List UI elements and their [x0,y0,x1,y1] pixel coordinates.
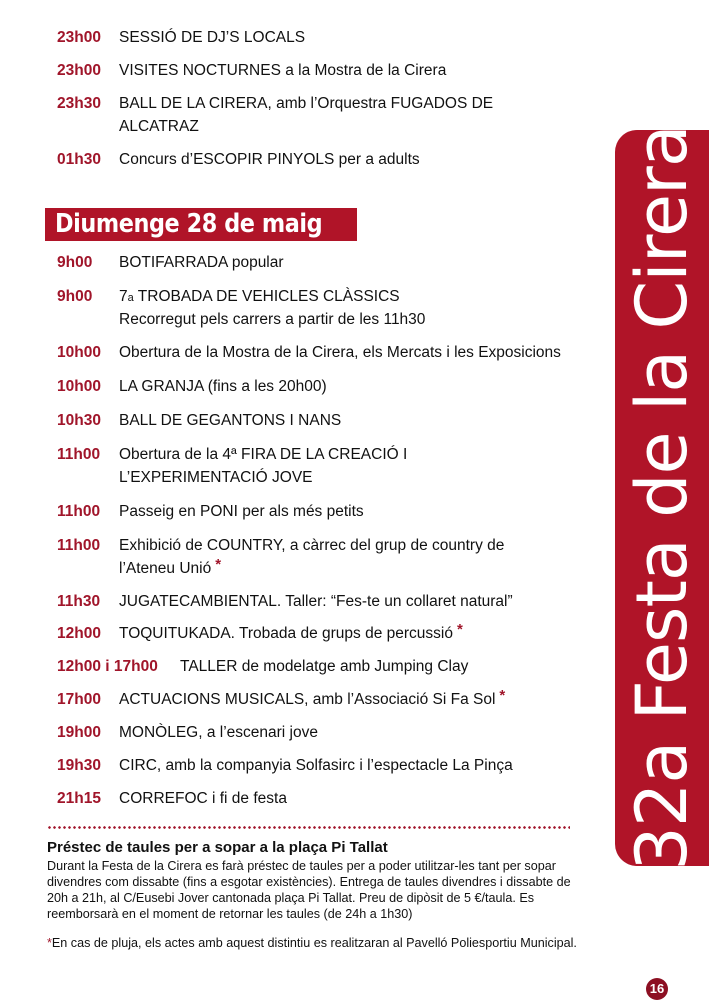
dotted-divider [47,826,570,829]
event-desc: CIRC, amb la companyia Solfasirc i l’espectacle La Pinça [119,757,513,774]
event-time: 01h30 [57,151,101,168]
event-desc: Exhibició de COUNTRY, a càrrec del grup de country de [119,537,505,554]
event-desc: BALL DE GEGANTONS I NANS [119,412,342,429]
event-desc: SESSIÓ DE DJ’S LOCALS [119,29,306,46]
rain-asterisk: * [215,556,222,573]
event-desc-line2 [119,557,221,580]
event-desc: JUGATECAMBIENTAL. Taller: “Fes-te un collaret natural” [119,593,513,610]
event-time: 12h00 [57,625,101,642]
event-desc: CORREFOC i fi de festa [119,790,287,807]
rain-asterisk: * [456,621,463,638]
event-time: 9h00 [57,254,93,271]
event-desc: Passeig en PONI per als més petits [119,503,364,520]
event-time: 23h00 [57,29,101,46]
event-time: 9h00 [57,288,93,305]
event-time: 11h00 [57,446,101,463]
event-desc: Concurs d’ESCOPIR PINYOLS per a adults [119,151,420,168]
event-time: 23h30 [57,95,101,112]
tables-box-title: Préstec de taules per a sopar a la plaça Pi Tallat [47,839,388,856]
event-desc: BOTIFARRADA popular [119,254,284,271]
event-time: 19h30 [57,757,101,774]
page-number: 16 [646,978,668,1000]
event-time: 19h00 [57,724,101,741]
event-desc-line2-text: l’Ateneu Unió [119,560,212,577]
event-desc: VISITES NOCTURNES a la Mostra de la Cirera [119,62,447,79]
event-time: 21h15 [57,790,101,807]
event-desc [119,688,505,711]
edition-suffix: a [127,292,134,304]
event-time: 10h00 [57,378,101,395]
event-desc [119,622,463,645]
event-desc-text: TOQUITUKADA. Trobada de grups de percussió [119,625,453,642]
event-time: 12h00 i 17h00 [57,658,158,675]
event-time: 11h00 [57,537,101,554]
rain-note-asterisk: * [47,936,52,950]
event-desc: Obertura de la 4ª FIRA DE LA CREACIÓ I [119,446,408,463]
event-time: 10h30 [57,412,101,429]
event-desc-text: ACTUACIONS MUSICALS, amb l’Associació Si Fa Sol [119,691,496,708]
event-time: 11h30 [57,593,101,610]
event-time: 17h00 [57,691,101,708]
event-desc [119,285,400,310]
event-desc-line2: L’EXPERIMENTACIÓ JOVE [119,469,313,486]
rain-note-text: En cas de pluja, els actes amb aquest distintiu es realitzaran al Pavelló Poliesportiu Municipal. [51,936,577,950]
side-title: 32a Festa de la Cirera [621,125,703,871]
day-header-text: Diumenge 28 de maig [55,209,323,239]
event-desc: BALL DE LA CIRERA, amb l’Orquestra FUGADOS DE [119,95,494,112]
event-time: 11h00 [57,503,101,520]
event-desc: MONÒLEG, a l’escenari jove [119,724,318,741]
day-header [45,208,357,241]
event-time: 23h00 [57,62,101,79]
event-desc: LA GRANJA (fins a les 20h00) [119,378,327,395]
side-title-panel [615,125,709,871]
rain-asterisk: * [499,687,506,704]
event-desc: Obertura de la Mostra de la Cirera, els Mercats i les Exposicions [119,344,561,361]
event-time: 10h00 [57,344,101,361]
rain-note [47,935,577,951]
edition-number: 7 [119,288,128,305]
event-desc-line2: ALCATRAZ [119,118,199,135]
event-desc: TALLER de modelatge amb Jumping Clay [180,658,469,675]
event-desc-text: TROBADA DE VEHICLES CLÀSSICS [133,288,400,305]
tables-box-body: Durant la Festa de la Cirera es farà préstec de taules per a poder utilitzar-les tant per sopar divendres com dissabte (fins a esgotar existències). Entrega de taules divendres i dissabte de 20h a 21h, al C/Eusebi Jover cantonada plaça Pi Tallat. Preu de dipòsit de 5 €/taula. Es reemborsarà en el moment de retornar les taules (de 24h a 1h30) [47,859,571,921]
event-desc-line2: Recorregut pels carrers a partir de les 11h30 [119,311,426,328]
